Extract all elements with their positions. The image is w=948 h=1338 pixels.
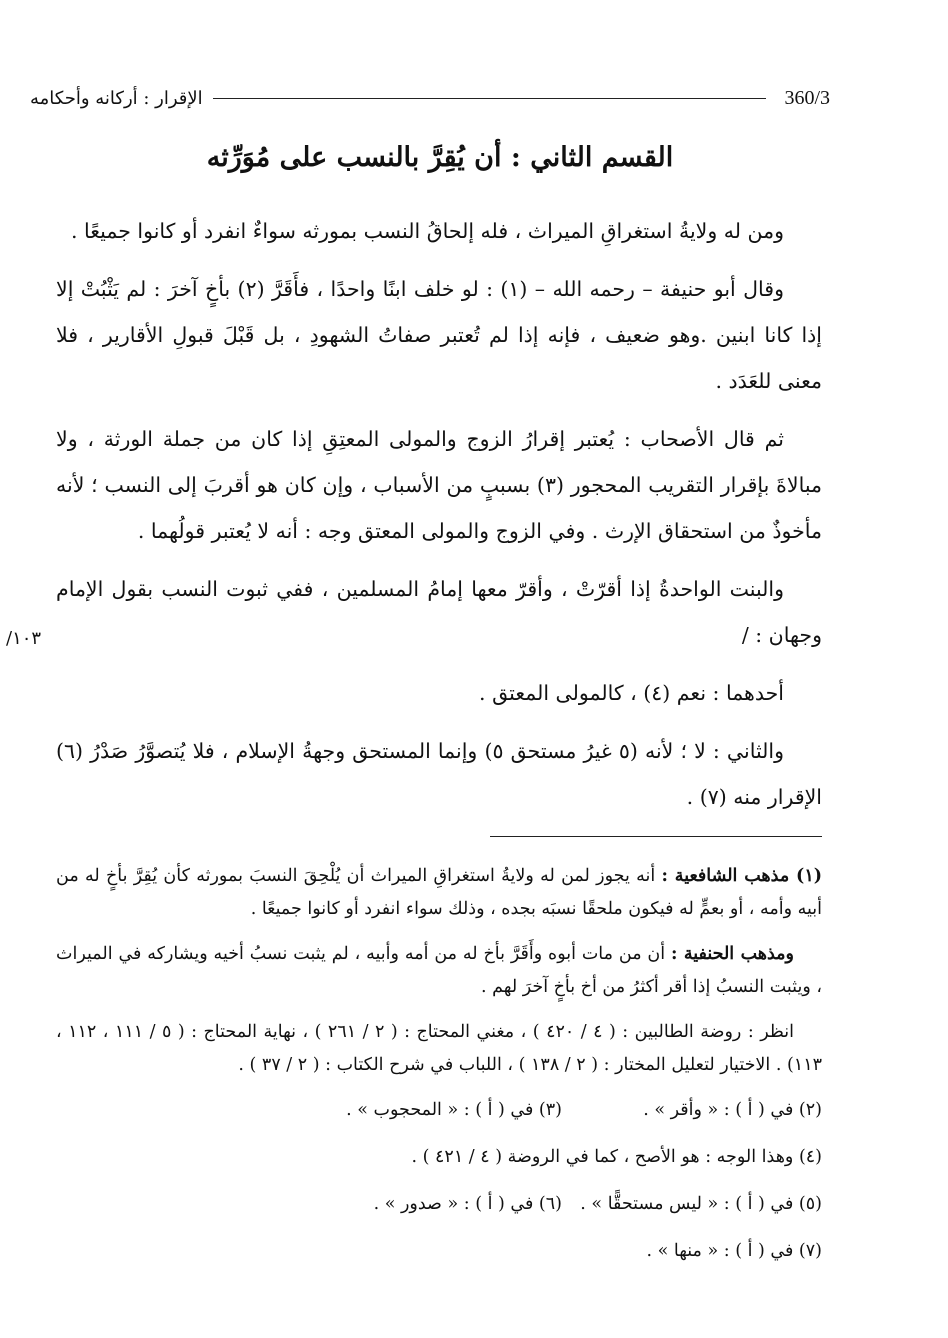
footnote-row [56,1188,822,1221]
footnote-2: (٢) في ( أ ) : « وأقر » . [643,1100,822,1120]
footnote-row [56,1094,822,1127]
page-header [30,84,830,112]
paragraph: والبنت الواحدةُ إذا أقرّتْ ، وأقرّ معها إمامُ المسلمين ، ففي ثبوت النسب بقول الإمام وجهان : / [56,577,822,647]
page-number: 360/3 [784,86,830,109]
main-text [56,208,822,832]
running-title: الإقرار : أركانه وأحكامه [30,87,203,109]
footnotes [56,860,822,1282]
paragraph: والثاني : لا ؛ لأنه (٥ غيرُ مستحق ٥) وإنما المستحق وجهةُ الإسلام ، فلا يُتصوَّرُ صَدْرُ (٦) الإقرار منه (٧) . [56,739,822,809]
footnote-4: (٤) وهذا الوجه : هو الأصح ، كما في الروضة ( ٤ / ٤٢١ ) . [411,1147,822,1167]
manuscript-folio-note: ١٠٣/ [6,628,42,649]
footnote-label: (١) مذهب الشافعية : [661,866,822,886]
paragraph: أحدهما : نعم (٤) ، كالمولى المعتق . [479,681,784,705]
footnote-label: ومذهب الحنفية : [671,944,794,964]
paragraph: وقال أبو حنيفة – رحمه الله – (١) : لو خلف ابنًا واحدًا ، فأَقَرَّ (٢) بأخٍ آخرَ : لم يَثْبُتْ إلا إذا كانا ابنين .وهو ضعيف ، فإنه إذا لم تُعتبر صفاتُ الشهودِ ، بل قَبْلَ قبولِ الأقارير ، فلا معنى للعَدَد . [56,277,822,393]
footnote-text: أنه يجوز لمن له ولايةُ استغراقِ الميراث أن يُلْحِقَ النسبَ بمورثه كأن يُقِرَّ بأخٍ له من أبيه وأمه ، أو بعمٍّ له فيكون ملحقًا نسبَه بجده ، وذلك سواء انفرد أو كانوا جميعًا . [56,866,822,919]
footnote-3: (٣) في ( أ ) : « المحجوب » . [346,1100,562,1120]
footnote-row [56,1235,822,1268]
footnote-1b [56,938,822,1004]
footnote-7: (٧) في ( أ ) : « منها » . [646,1241,822,1261]
footnote-5: (٥) في ( أ ) : « ليس مستحقًّا » . [580,1194,822,1214]
footnote-references: انظر : روضة الطالبين : ( ٤ / ٤٢٠ ) ، مغني المحتاج : ( ٢ / ٢٦١ ) ، نهاية المحتاج : ( ٥ / ١١١ ، ١١٢ ، ١١٣) . الاختيار لتعليل المختار : ( ٢ / ١٣٨ ) ، اللباب في شرح الكتاب : ( ٢ / ٣٧ ) . [56,1022,822,1075]
paragraph: ومن له ولايةُ استغراقِ الميراث ، فله إلحاقُ النسب بمورثه سواءٌ انفرد أو كانوا جميعًا . [71,219,784,243]
section-title: القسم الثاني : أن يُقِرَّ بالنسب على مُوَرِّثه [206,142,674,173]
footnote-1 [56,860,822,926]
header-rule [213,98,767,99]
footnote-6: (٦) في ( أ ) : « صدور » . [373,1194,562,1214]
paragraph: ثم قال الأصحاب : يُعتبر إقرارُ الزوج والمولى المعتِقِ إذا كان من جملة الورثة ، ولا مبالاةَ بإقرار التقريب المحجور (٣) بسببٍ من الأسباب ، وإن كان هو أقربَ إلى النسب ؛ لأنه مأخوذٌ من استحقاق الإرث . وفي الزوج والمولى المعتق وجه : أنه لا يُعتبر قولُهما . [56,427,822,543]
footnote-row [56,1141,822,1174]
footnote-text: أن من مات أبوه وأَقَرَّ بأخ له من أمه وأبيه ، لم يثبت نسبُ أخيه ويشاركه في الميراث ، ويثبت النسبُ إذا أقر أكثرُ من أخ بأخٍ آخرَ لهم . [56,944,822,997]
footnote-separator [490,836,822,837]
